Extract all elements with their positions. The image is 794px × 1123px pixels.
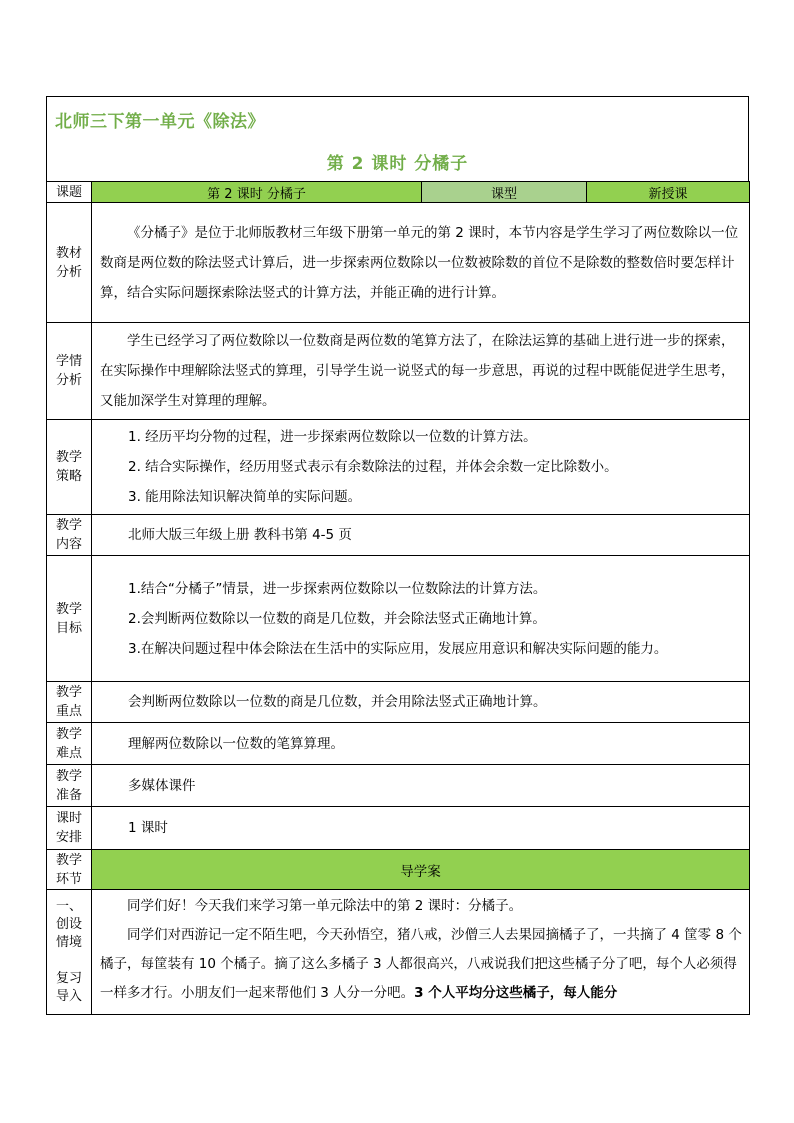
topic-label: 课题 (47, 182, 92, 203)
row-content: 会判断两位数除以一位数的商是几位数，并会用除法竖式正确地计算。 (92, 682, 750, 723)
lesson-plan-table (46, 181, 750, 1015)
row-content (92, 420, 750, 515)
row-time (47, 807, 750, 850)
row-key-points (47, 682, 750, 723)
lesson-plan-document (46, 96, 749, 1015)
row-difficult-points (47, 723, 750, 765)
row-teaching-content (47, 515, 750, 556)
stage-title: 导学案 (92, 850, 750, 890)
list-item: 1. 经历平均分物的过程，进一步探索两位数除以一位数的计算方法。 (128, 429, 537, 445)
document-title: 北师三下第一单元《除法》 (55, 112, 265, 132)
paragraph: 同学们对西游记一定不陌生吧，今天孙悟空，猪八戒，沙僧三人去果园摘橘子了，一共摘了 4 筐零 8 个橘子，每筐装有 10 个橘子。摘了这么多橘子 3 人都很高兴，八戒说我们把这些橘子分了吧，每个人必须得一样多才行。小朋友们一起来帮他们 3 人分一分吧。3 个人平均分这些橘子，每人能分 (100, 927, 742, 1001)
row-label: 教学 目标 (47, 556, 92, 682)
row-label: 教学 重点 (47, 682, 92, 723)
row-label: 教学 环节 (47, 850, 92, 890)
row-label: 教学 准备 (47, 765, 92, 807)
row-content: 理解两位数除以一位数的笔算算理。 (92, 723, 750, 765)
list-item: 2. 结合实际操作，经历用竖式表示有余数除法的过程，并体会余数一定比除数小。 (128, 459, 618, 475)
row-label: 教材 分析 (47, 203, 92, 323)
topic-value: 第 2 课时 分橘子 (92, 182, 422, 203)
row-label: 课时 安排 (47, 807, 92, 850)
row-intro (47, 890, 750, 1015)
list-item: 3. 能用除法知识解决简单的实际问题。 (128, 489, 362, 505)
row-label: 教学 策略 (47, 420, 92, 515)
list-item: 3.在解决问题过程中体会除法在生活中的实际应用，发展应用意识和解决实际问题的能力。 (128, 640, 668, 657)
row-teaching-stage (47, 850, 750, 890)
type-value: 新授课 (587, 182, 750, 203)
row-label: 一、 创设 情境 复习 导入 (47, 890, 92, 1015)
row-content: 北师大版三年级上册 教科书第 4-5 页 (92, 515, 750, 556)
list-item: 1.结合“分橘子”情景，进一步探索两位数除以一位数除法的计算方法。 (128, 580, 547, 597)
paragraph: 同学们好！今天我们来学习第一单元除法中的第 2 课时：分橘子。 (127, 898, 523, 914)
row-content (92, 556, 750, 682)
row-label: 学情 分析 (47, 323, 92, 420)
row-teaching-goals (47, 556, 750, 682)
row-label: 教学 难点 (47, 723, 92, 765)
row-content (92, 890, 750, 1015)
row-content: 《分橘子》是位于北师版教材三年级下册第一单元的第 2 课时，本节内容是学生学习了两位数除以一位数商是两位数的除法竖式计算后，进一步探索两位数除以一位数被除数的首位不是除数的整数倍时要怎样计算，结合实际问题探索除法竖式的计算方法，并能正确的进行计算。 (92, 203, 750, 323)
row-content: 1 课时 (92, 807, 750, 850)
row-material-analysis (47, 203, 750, 323)
list-item: 2.会判断两位数除以一位数的商是几位数，并会除法竖式正确地计算。 (128, 610, 546, 627)
row-content: 学生已经学习了两位数除以一位数商是两位数的笔算方法了，在除法运算的基础上进行进一步的探索，在实际操作中理解除法竖式的算理，引导学生说一说竖式的每一步意思，再说的过程中既能促进学生思考，又能加深学生对算理的理解。 (92, 323, 750, 420)
row-student-analysis (47, 323, 750, 420)
document-header (46, 96, 749, 181)
lesson-title: 第 2 课时 分橘子 (326, 154, 469, 174)
row-teaching-strategy (47, 420, 750, 515)
row-teaching-prep (47, 765, 750, 807)
topic-bar (47, 182, 750, 203)
row-label: 教学 内容 (47, 515, 92, 556)
row-content: 多媒体课件 (92, 765, 750, 807)
type-label: 课型 (422, 182, 587, 203)
